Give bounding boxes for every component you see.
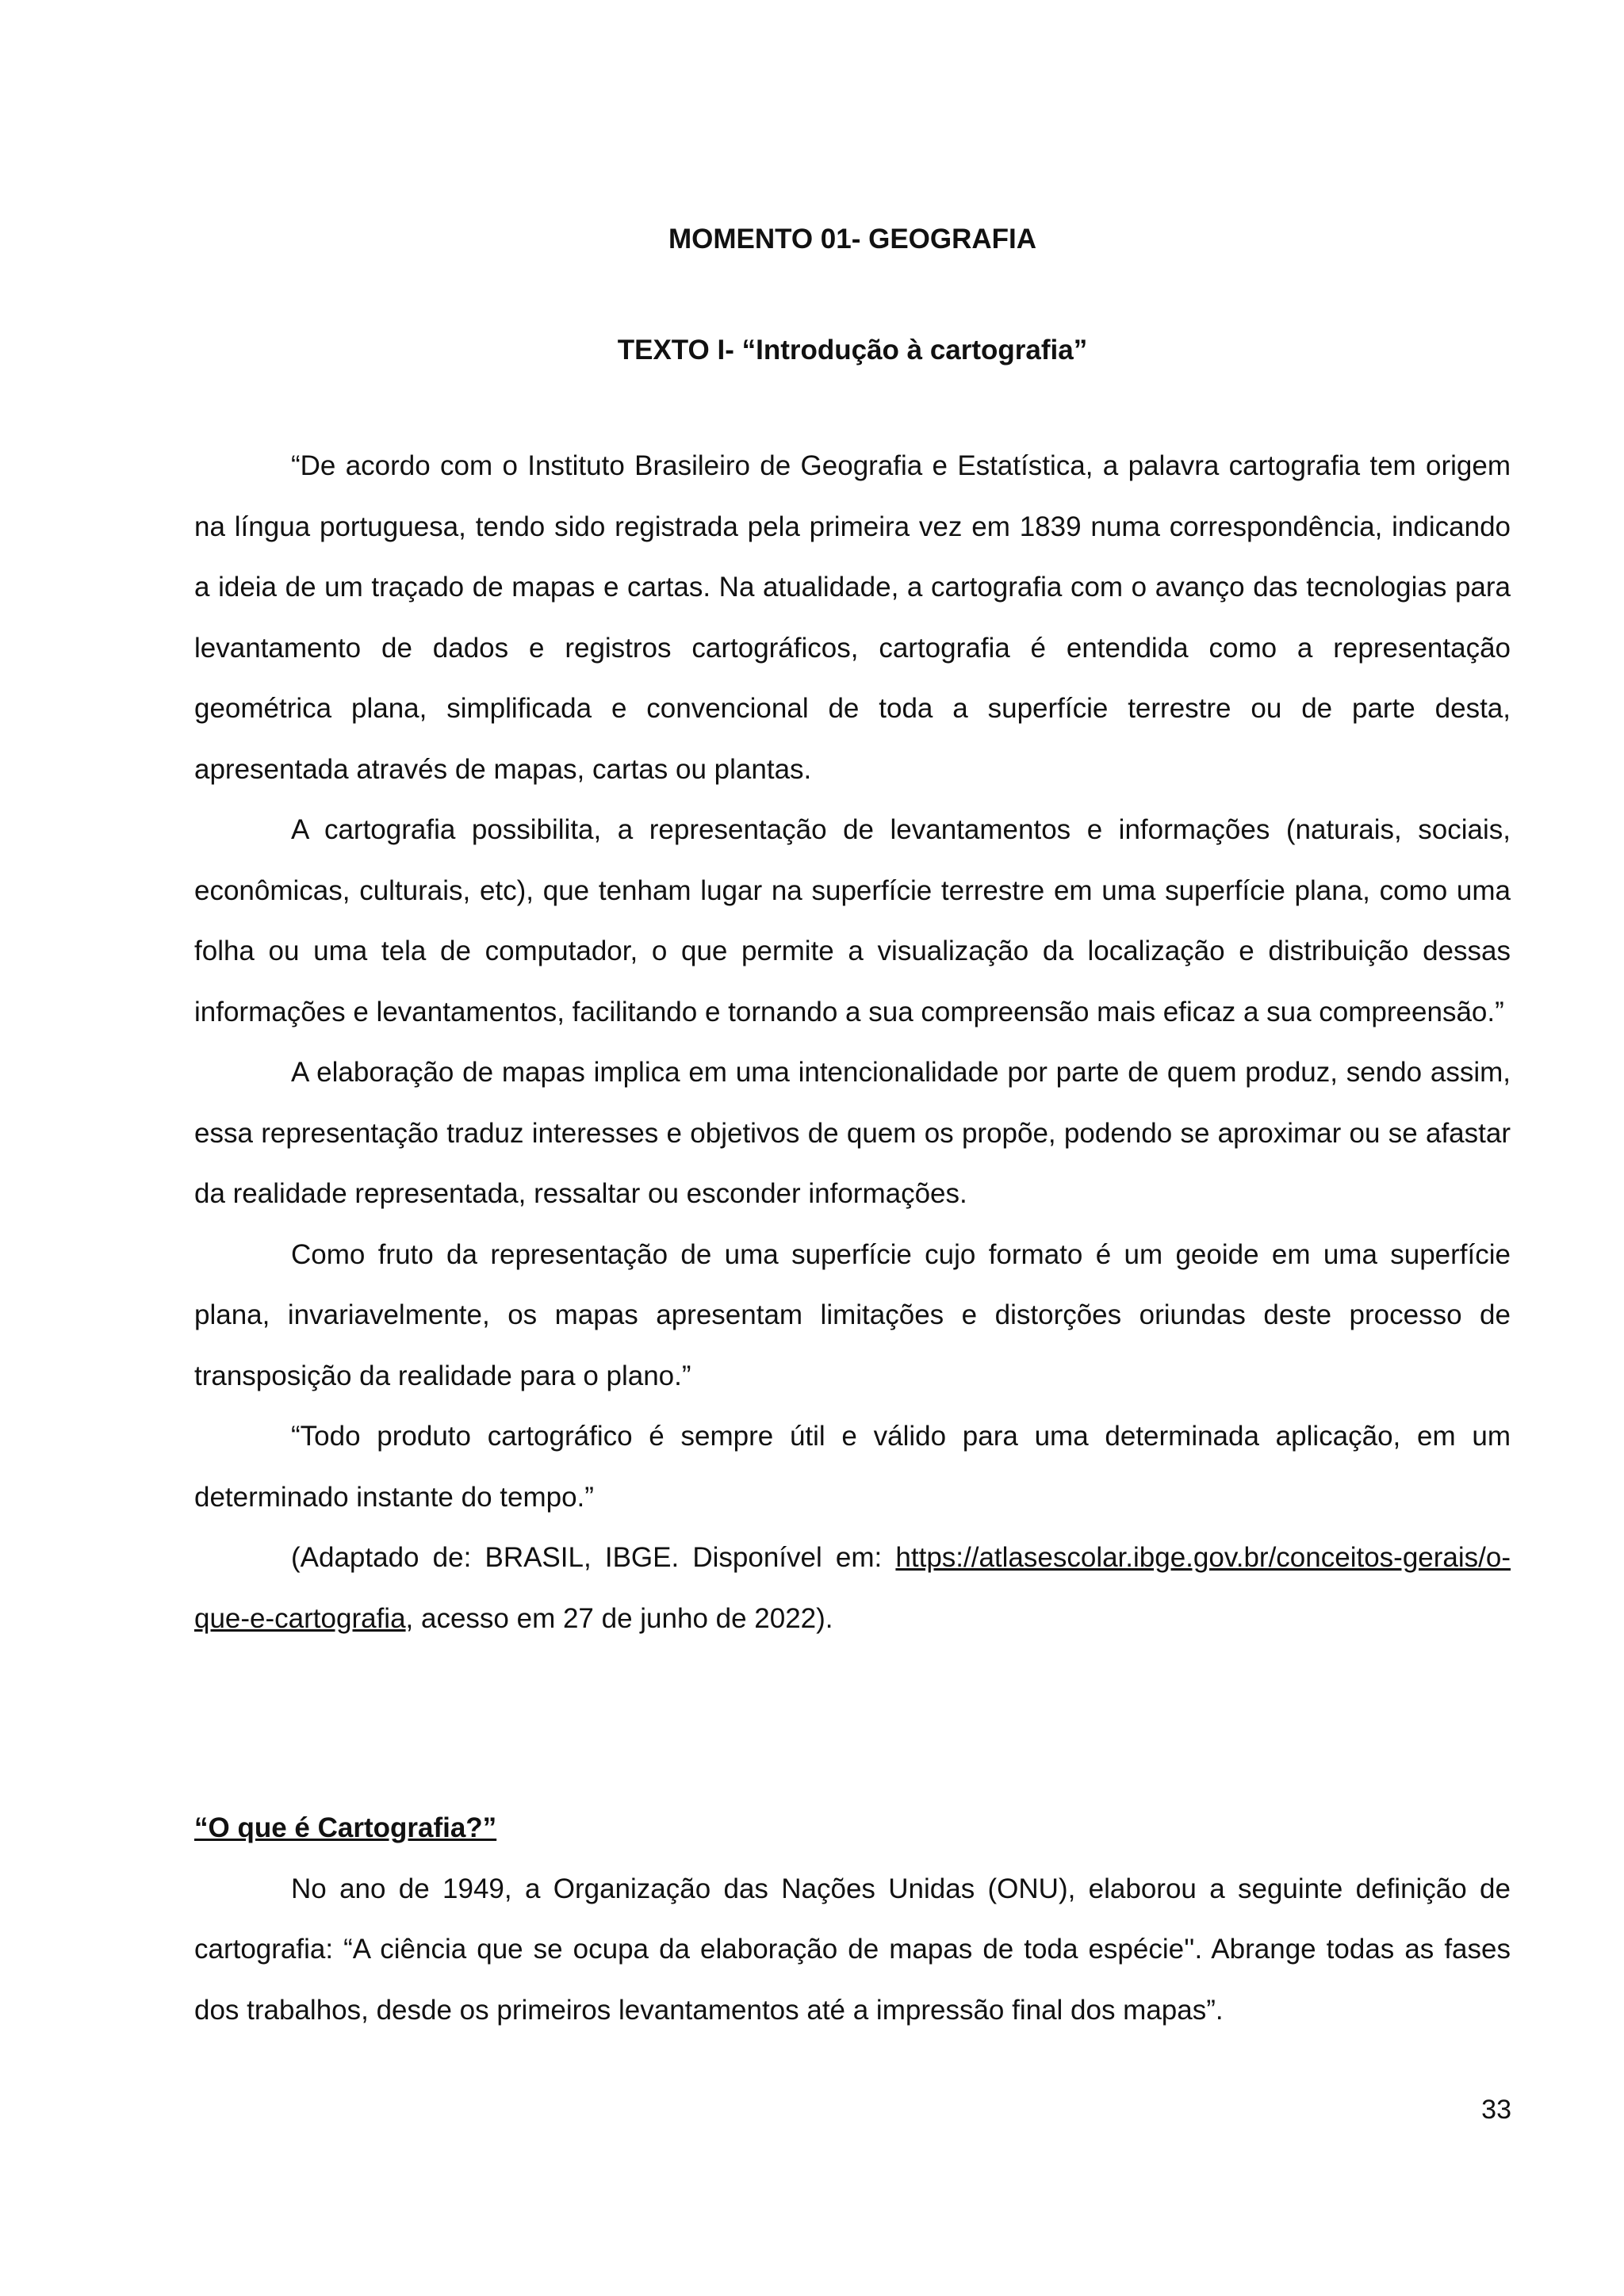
page-title: MOMENTO 01- GEOGRAFIA	[668, 224, 1037, 254]
citation-suffix: , acesso em 27 de junho de 2022).	[405, 1602, 833, 1634]
paragraph-2: A cartografia possibilita, a representação de levantamentos e informações (naturais, sociais, econômicas, culturais, etc), que tenham lugar na superfície terrestre em uma superfície plana, como uma folha ou uma tela de computador, o que permite a visualização da localização e distribuição dessas informações e levantamentos, facilitando e tornando a sua compreensão mais eficaz a sua compreensão.”	[194, 814, 1511, 1027]
citation-prefix: (Adaptado de: BRASIL, IBGE. Disponível em:	[291, 1542, 896, 1573]
text-title: TEXTO I- “Introdução à cartografia”	[617, 335, 1088, 365]
section-paragraph: No ano de 1949, a Organização das Nações Unidas (ONU), elaborou a seguinte definição de cartografia: “A ciência que se ocupa da elaboração de mapas de toda espécie''. Abrange todas as fases dos trabalhos, desde os primeiros levantamentos até a impressão final dos mapas”.	[194, 1873, 1511, 2026]
paragraph-3: A elaboração de mapas implica em uma intencionalidade por parte de quem produz, sendo assim, essa representação traduz interesses e objetivos de quem os propõe, podendo se aproximar ou se afastar da realidade representada, ressaltar ou esconder informações.	[194, 1057, 1511, 1209]
citation	[194, 1528, 1511, 1649]
paragraph-1: “De acordo com o Instituto Brasileiro de Geografia e Estatística, a palavra cartografia tem origem na língua portuguesa, tendo sido registrada pela primeira vez em 1839 numa correspondência, indicando a ideia de um traçado de mapas e cartas. Na atualidade, a cartografia com o avanço das tecnologias para levantamento de dados e registros cartográficos, cartografia é entendida como a representação geométrica plana, simplificada e convencional de toda a superfície terrestre ou de parte desta, apresentada através de mapas, cartas ou plantas.	[194, 450, 1511, 785]
section-title: “O que é Cartografia?”	[194, 1812, 497, 1843]
paragraph-4: Como fruto da representação de uma superfície cujo formato é um geoide em uma superfície plana, invariavelmente, os mapas apresentam limitações e distorções oriundas deste processo de transposição da realidade para o plano.”	[194, 1238, 1511, 1391]
paragraph-5: “Todo produto cartográfico é sempre útil e válido para uma determinada aplicação, em um determinado instante do tempo.”	[194, 1421, 1511, 1513]
page-content	[194, 209, 1511, 2041]
citation-link[interactable]: https://atlasescolar.ibge.gov.br/conceitos-gerais/o-que-e-cartografia	[194, 1542, 1511, 1634]
page-number: 33	[1481, 2095, 1511, 2125]
